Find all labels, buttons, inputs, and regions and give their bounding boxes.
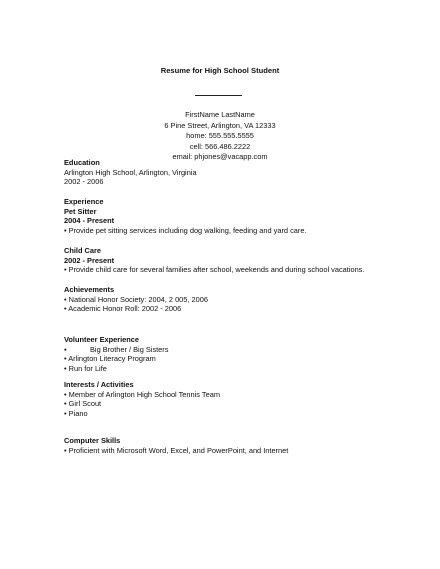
job-description: • Provide child care for several families after school, weekends and during school vacations. (64, 265, 365, 275)
bullet-icon: • (64, 225, 67, 235)
bullet-icon: • (64, 354, 67, 364)
bullet-icon: • (64, 294, 67, 304)
contact-address: 6 Pine Street, Arlington, VA 12333 (164, 120, 276, 130)
list-item: • Academic Honor Roll: 2002 - 2006 (64, 304, 182, 314)
achievements-heading: Achievements (64, 285, 115, 294)
education-years: 2002 - 2006 (64, 177, 104, 187)
volunteer-heading: Volunteer Experience (64, 335, 140, 344)
bullet-icon: • (64, 408, 67, 418)
job-title: Pet Sitter (64, 206, 97, 216)
square-bullet-icon: ▪ (64, 344, 67, 354)
list-item: • Run for Life (64, 363, 107, 373)
list-item: ▪ Big Brother / Big Sisters (64, 344, 169, 354)
achievements-section (64, 285, 208, 314)
experience-section (64, 197, 307, 235)
bullet-icon: • (64, 399, 67, 409)
job-title: Child Care (64, 246, 101, 255)
bullet-icon: • (64, 389, 67, 399)
title-divider (195, 95, 242, 96)
resume-title: Resume for High School Student (160, 66, 280, 75)
list-item: • Arlington Literacy Program (64, 354, 156, 364)
list-item: • Proficient with Microsoft Word, Excel, and PowerPoint, and Internet (64, 445, 289, 455)
contact-home-phone: home: 555.555.5555 (186, 131, 254, 141)
contact-cell-phone: cell: 566.486.2222 (189, 141, 251, 151)
list-item: • Girl Scout (64, 399, 102, 409)
volunteer-section (64, 335, 168, 373)
list-item: • National Honor Society: 2004, 2 005, 2006 (64, 294, 208, 304)
contact-block (0, 110, 440, 163)
list-item: • Piano (64, 408, 88, 418)
bullet-icon: • (64, 265, 67, 275)
experience-job-2 (64, 246, 364, 275)
job-dates: 2004 - Present (64, 216, 115, 226)
bullet-icon: • (64, 363, 67, 373)
education-school: Arlington High School, Arlington, Virginia (64, 167, 197, 177)
list-item: • Member of Arlington High School Tennis Team (64, 389, 220, 399)
education-heading: Education (64, 158, 100, 167)
skills-heading: Computer Skills (64, 436, 121, 445)
bullet-icon: • (64, 304, 67, 314)
contact-name: FirstName LastName (185, 110, 255, 119)
job-dates: 2002 - Present (64, 255, 115, 265)
interests-heading: Interests / Activities (64, 380, 134, 389)
bullet-icon: • (64, 445, 67, 455)
interests-section (64, 380, 220, 418)
skills-section (64, 436, 288, 455)
contact-email: email: phjones@vacapp.com (172, 152, 268, 162)
job-description: • Provide pet sitting services including dog walking, feeding and yard care. (64, 225, 307, 235)
education-section (64, 158, 197, 187)
experience-heading: Experience (64, 197, 104, 206)
